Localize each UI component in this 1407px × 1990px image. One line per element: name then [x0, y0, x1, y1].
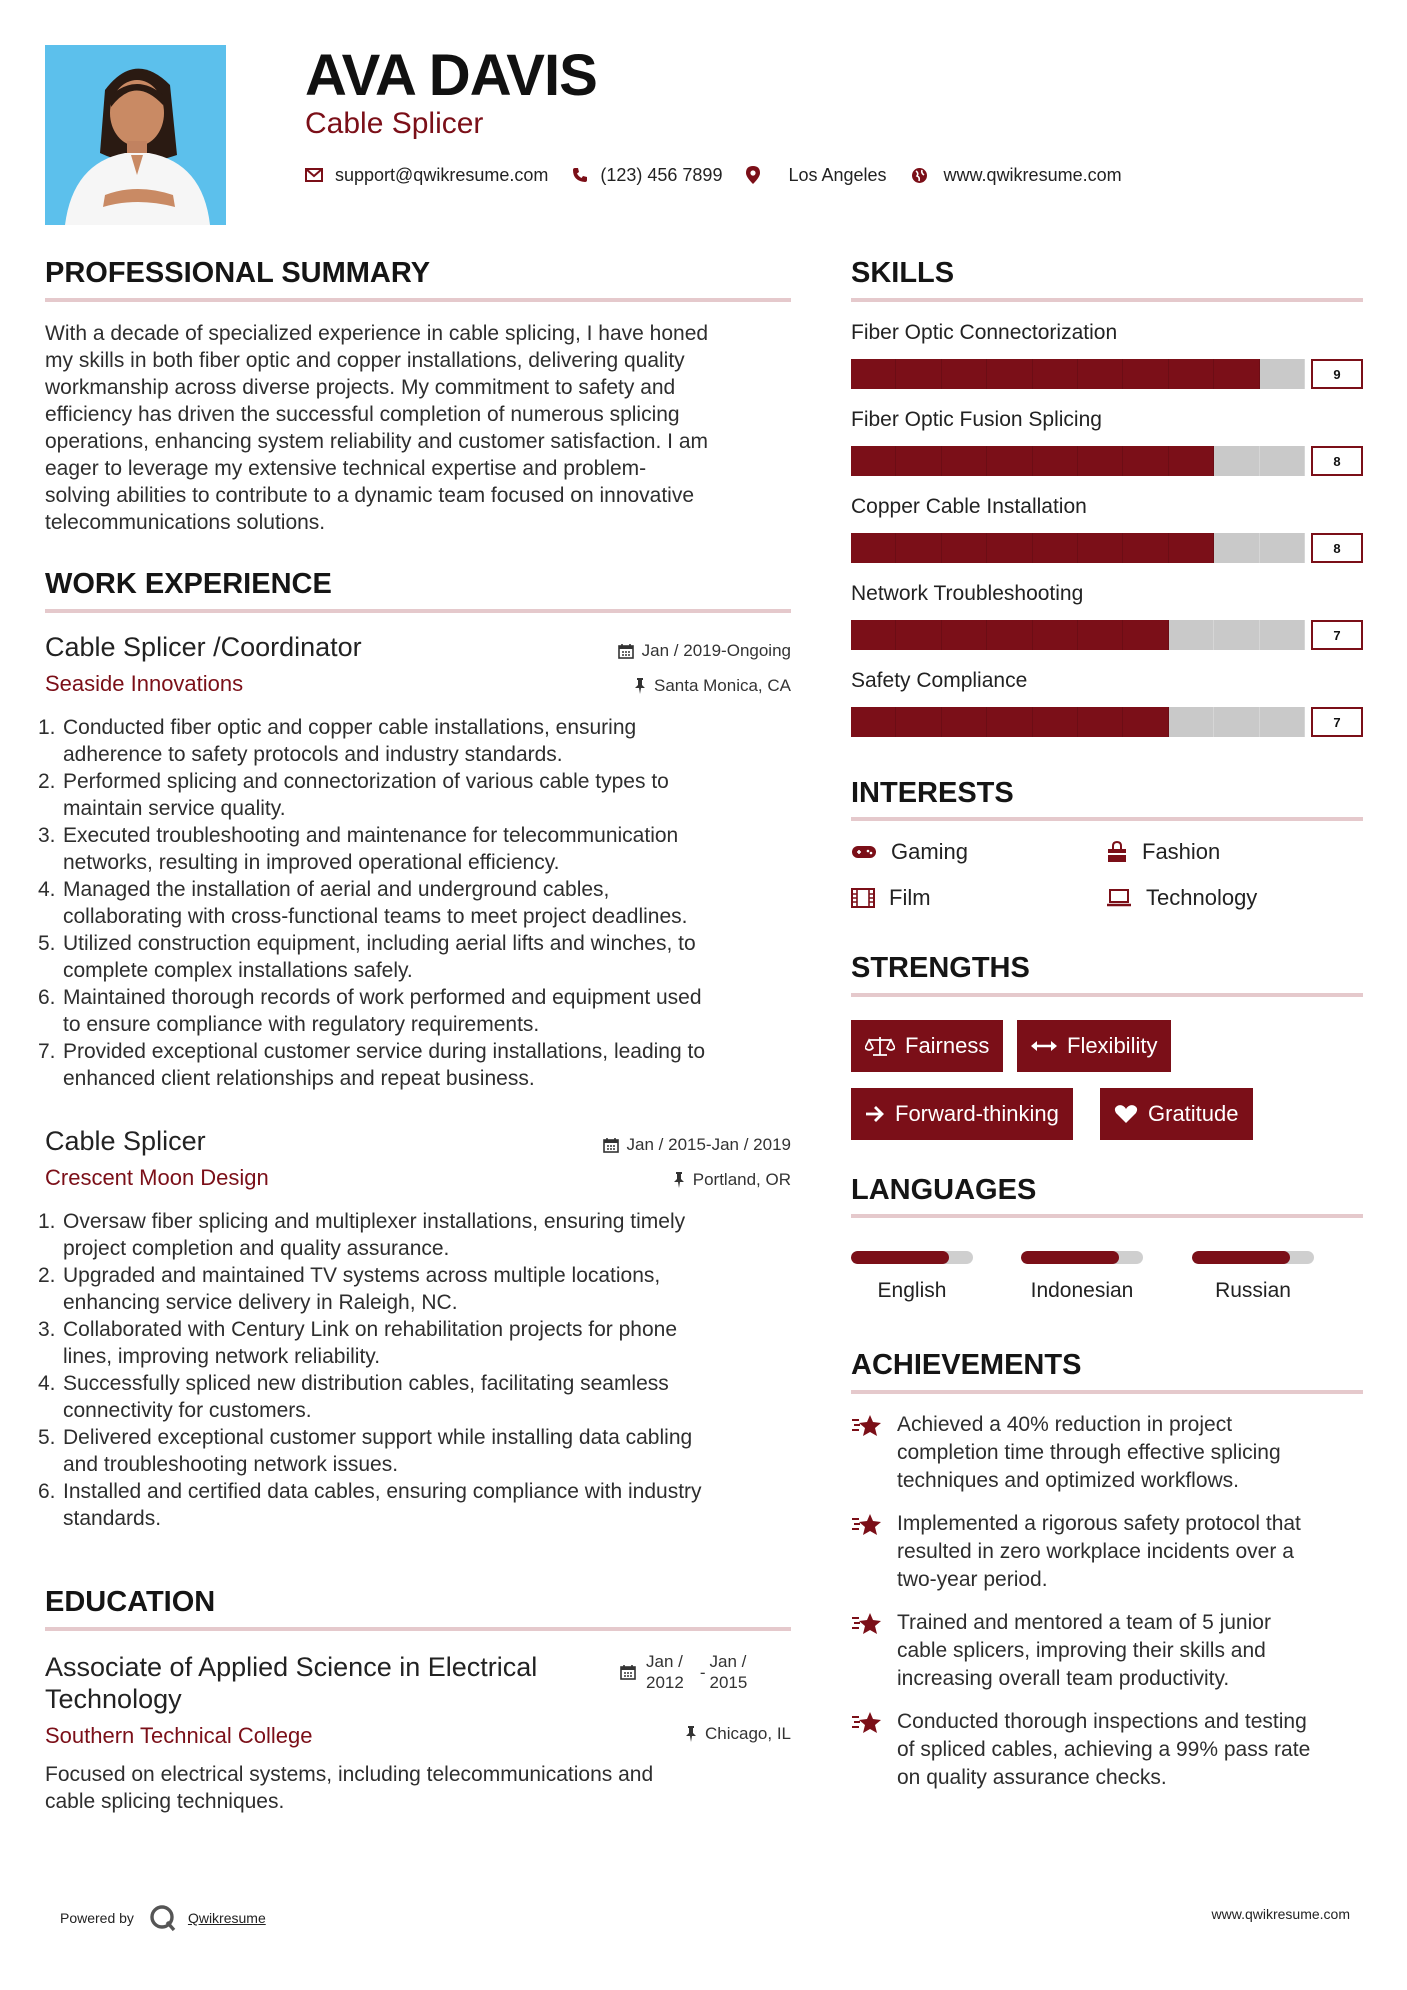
calendar-icon	[618, 643, 634, 659]
pushpin-icon	[673, 1172, 685, 1188]
skill-meter	[851, 359, 1363, 389]
list-item: 1. Conducted fiber optic and copper cable installations, ensuring adherence to safety protocols and industry standards.	[38, 716, 637, 766]
education-location-text: Chicago, IL	[705, 1724, 791, 1743]
skill-bar-segment	[987, 359, 1032, 389]
strength-label: Gratitude	[1148, 1101, 1239, 1126]
skill-bar-segment	[896, 620, 941, 650]
skill-bar-segment	[1260, 707, 1305, 737]
profile-photo-illustration	[45, 45, 226, 225]
skill-score: 9	[1311, 359, 1363, 389]
star-icon	[851, 1512, 883, 1538]
education-date-separator: -	[699, 1662, 706, 1682]
job-dates-text: Jan / 2019-Ongoing	[641, 641, 791, 660]
skill-bar-segment	[1169, 620, 1214, 650]
list-item: 4. Managed the installation of aerial and underground cables, collaborating with cross-functional teams to meet project deadlines.	[38, 878, 688, 928]
summary-rule	[45, 298, 791, 302]
interest-item	[851, 838, 968, 866]
skill-bar-segment	[1214, 620, 1259, 650]
job-location-text: Portland, OR	[692, 1170, 791, 1189]
degree-line: Associate of Applied Science in Electrical	[45, 1652, 538, 1682]
skill-bar-segment	[896, 707, 941, 737]
skill-bar-segment	[1033, 533, 1078, 563]
profile-photo	[45, 45, 226, 225]
contact-phone[interactable]	[572, 165, 722, 186]
strength-chip	[851, 1020, 1003, 1072]
language-bar-fill	[1192, 1251, 1290, 1264]
skill-bar-segment	[1078, 359, 1123, 389]
skill-name: Safety Compliance	[851, 669, 1028, 692]
skills-rule	[851, 298, 1363, 302]
list-item: 2. Performed splicing and connectorization of various cable types to maintain service quality.	[38, 770, 669, 820]
summary-text	[45, 320, 805, 536]
list-item: 3. Executed troubleshooting and maintenance for telecommunication networks, resulting in improved operational efficiency.	[38, 824, 679, 874]
interest-label: Fashion	[1142, 839, 1221, 864]
list-item: 6. Maintained thorough records of work performed and equipment used to ensure compliance with regulatory requirements.	[38, 986, 702, 1036]
envelope-icon	[305, 168, 323, 182]
summary-line: workmanship across diverse projects. My commitment to safety and	[45, 376, 676, 399]
education-location	[685, 1723, 791, 1745]
skill-bar-segment	[1078, 446, 1123, 476]
experience-heading: WORK EXPERIENCE	[45, 568, 332, 600]
skill-bar-segment	[851, 533, 896, 563]
language-bar-fill	[1021, 1251, 1119, 1264]
balance-scale-icon	[865, 1035, 895, 1057]
powered-by-label: Powered by	[60, 1910, 134, 1926]
list-item: 5. Utilized construction equipment, including aerial lifts and winches, to complete complex installations safely.	[38, 932, 696, 982]
skill-bar-segment	[987, 446, 1032, 476]
interest-label: Film	[889, 885, 931, 910]
skill-bar-segment	[1123, 707, 1168, 737]
skill-item	[851, 407, 1363, 494]
skill-bar-segment	[851, 359, 896, 389]
qwikresume-link[interactable]: Qwikresume	[187, 1910, 266, 1926]
summary-line: telecommunications solutions.	[45, 511, 326, 534]
skill-bar-segment	[1033, 620, 1078, 650]
gamepad-icon	[851, 844, 877, 860]
skill-score: 8	[1311, 533, 1363, 563]
skill-bar-segment	[1260, 620, 1305, 650]
language-name: English	[877, 1279, 947, 1302]
achievement-text: Conducted thorough inspections and testing of spliced cables, achieving a 99% pass rate on quality assurance checks.	[897, 1710, 1311, 1789]
candidate-job-title: Cable Splicer	[305, 107, 484, 140]
skill-bar-segment	[1123, 359, 1168, 389]
education-heading: EDUCATION	[45, 1586, 216, 1618]
language-bar	[1192, 1251, 1314, 1264]
skill-bar-segment	[1214, 533, 1259, 563]
skill-bar	[851, 533, 1305, 563]
interest-item	[1106, 838, 1220, 866]
contact-email-text: support@qwikresume.com	[335, 164, 549, 185]
job-bullets	[38, 714, 805, 1092]
job-dates-text: Jan / 2015-Jan / 2019	[626, 1135, 791, 1154]
summary-line: With a decade of specialized experience in cable splicing, I have honed	[45, 322, 709, 345]
skill-name: Copper Cable Installation	[851, 495, 1087, 518]
achievement-text: Achieved a 40% reduction in project completion time through effective splicing techniques and optimized workflows.	[897, 1413, 1281, 1492]
achievement-item	[851, 1510, 1371, 1594]
achievement-item	[851, 1411, 1371, 1495]
skill-bar-segment	[1214, 707, 1259, 737]
summary-line: operations, enhancing system reliability and customer satisfaction. I am	[45, 430, 708, 453]
job-location	[673, 1169, 791, 1191]
languages-heading: LANGUAGES	[851, 1174, 1037, 1206]
job-location-text: Santa Monica, CA	[653, 676, 791, 695]
skill-bar-segment	[1260, 533, 1305, 563]
skill-bar-segment	[851, 707, 896, 737]
skill-score: 7	[1311, 707, 1363, 737]
skill-bar-segment	[1260, 446, 1305, 476]
summary-line: solving abilities to contribute to a dynamic team focused on innovative	[45, 484, 695, 507]
skill-bar-segment	[1123, 533, 1168, 563]
skill-item	[851, 581, 1363, 668]
experience-rule	[45, 609, 791, 613]
education-description: Focused on electrical systems, including telecommunications and cable splicing techniques.	[45, 1763, 654, 1813]
job-dates	[618, 640, 791, 662]
candidate-name: AVA DAVIS	[305, 43, 597, 108]
skill-bar-segment	[1169, 359, 1214, 389]
list-item: 6. Installed and certified data cables, ensuring compliance with industry standards.	[38, 1480, 702, 1530]
skill-bar	[851, 359, 1305, 389]
skill-bar-segment	[942, 446, 987, 476]
skill-bar-segment	[1214, 446, 1259, 476]
language-name: Russian	[1215, 1279, 1291, 1302]
skill-bar-segment	[1033, 446, 1078, 476]
star-icon	[851, 1413, 883, 1439]
star-icon	[851, 1611, 883, 1637]
list-item: 1. Oversaw fiber splicing and multiplexer installations, ensuring timely project completion and quality assurance.	[38, 1210, 686, 1260]
contact-website[interactable]	[911, 165, 1122, 186]
language-bar-fill	[851, 1251, 949, 1264]
contact-email[interactable]	[305, 165, 548, 186]
skill-bar	[851, 620, 1305, 650]
skills-heading: SKILLS	[851, 257, 955, 289]
strengths-rule	[851, 993, 1363, 997]
skill-meter	[851, 620, 1363, 650]
skill-bar-segment	[1123, 620, 1168, 650]
contact-bar	[305, 163, 1146, 187]
skill-bar-segment	[896, 359, 941, 389]
skill-bar-segment	[1214, 359, 1259, 389]
skill-bar-segment	[1078, 533, 1123, 563]
education-rule	[45, 1627, 791, 1631]
achievements-heading: ACHIEVEMENTS	[851, 1349, 1082, 1381]
education-start: Jan / 2012	[646, 1652, 684, 1692]
strength-chip	[1017, 1020, 1171, 1072]
skill-bar-segment	[987, 533, 1032, 563]
skill-bar-segment	[1078, 620, 1123, 650]
arrows-horizontal-icon	[1031, 1039, 1057, 1053]
skill-score: 7	[1311, 620, 1363, 650]
skill-score: 8	[1311, 446, 1363, 476]
skill-bar-segment	[942, 707, 987, 737]
skill-name: Fiber Optic Connectorization	[851, 321, 1118, 344]
job-bullets	[38, 1208, 805, 1532]
strength-label: Fairness	[905, 1033, 990, 1058]
skill-bar-segment	[851, 620, 896, 650]
skill-bar	[851, 446, 1305, 476]
calendar-icon	[620, 1664, 636, 1680]
language-item	[851, 1251, 973, 1303]
qwikresume-logo-icon	[148, 1903, 178, 1933]
language-bar	[851, 1251, 973, 1264]
heart-icon	[1114, 1104, 1138, 1124]
skill-bar-segment	[1033, 359, 1078, 389]
job-company: Seaside Innovations	[45, 671, 244, 696]
skill-bar-segment	[851, 446, 896, 476]
job-title: Cable Splicer /Coordinator	[45, 632, 362, 662]
shopping-bag-icon	[1106, 841, 1128, 863]
skill-bar-segment	[896, 446, 941, 476]
degree-line: Technology	[45, 1684, 182, 1714]
achievements-rule	[851, 1390, 1363, 1394]
interest-label: Gaming	[891, 839, 969, 864]
skill-bar-segment	[942, 359, 987, 389]
language-bar	[1021, 1251, 1143, 1264]
footer-url[interactable]: www.qwikresume.com	[1211, 1906, 1350, 1922]
contact-website-text: www.qwikresume.com	[943, 164, 1122, 185]
skill-bar-segment	[896, 533, 941, 563]
skill-bar	[851, 707, 1305, 737]
skill-bar-segment	[987, 620, 1032, 650]
skill-meter	[851, 446, 1363, 476]
skill-item	[851, 494, 1363, 581]
skill-meter	[851, 533, 1363, 563]
job-company: Crescent Moon Design	[45, 1165, 269, 1190]
strength-chip	[1100, 1088, 1253, 1140]
list-item: 5. Delivered exceptional customer support while installing data cabling and troubleshooting network issues.	[38, 1426, 693, 1476]
contact-phone-text: (123) 456 7899	[600, 164, 723, 185]
skill-item	[851, 668, 1363, 755]
interests-rule	[851, 817, 1363, 821]
job-location	[634, 675, 791, 697]
strength-label: Flexibility	[1067, 1033, 1158, 1058]
pushpin-icon	[685, 1726, 697, 1742]
contact-location-text: Los Angeles	[788, 164, 887, 185]
film-icon	[851, 888, 875, 908]
language-item	[1192, 1251, 1314, 1303]
map-pin-icon	[746, 166, 760, 184]
achievement-item	[851, 1609, 1371, 1693]
interests-heading: INTERESTS	[851, 777, 1014, 809]
skill-bar-segment	[1169, 533, 1214, 563]
strengths-heading: STRENGTHS	[851, 952, 1030, 984]
summary-line: eager to leverage my extensive technical expertise and problem-	[45, 457, 647, 480]
star-icon	[851, 1710, 883, 1736]
skill-name: Fiber Optic Fusion Splicing	[851, 408, 1102, 431]
summary-line: my skills in both fiber optic and copper installations, delivering quality	[45, 349, 685, 372]
list-item: 7. Provided exceptional customer service during installations, leading to enhanced client relationships and repeat business.	[38, 1040, 706, 1090]
phone-icon	[572, 167, 588, 183]
skill-bar-segment	[1033, 707, 1078, 737]
skills-list	[851, 320, 1363, 755]
footer-powered-by	[60, 1903, 266, 1933]
skill-bar-segment	[942, 620, 987, 650]
job-dates	[603, 1134, 791, 1156]
skill-name: Network Troubleshooting	[851, 582, 1084, 605]
list-item: 3. Collaborated with Century Link on rehabilitation projects for phone lines, improving network reliability.	[38, 1318, 678, 1368]
contact-location	[746, 165, 886, 186]
skill-item	[851, 320, 1363, 407]
languages-rule	[851, 1214, 1363, 1218]
education-dates	[620, 1651, 747, 1693]
arrow-right-icon	[865, 1105, 885, 1123]
achievement-text: Implemented a rigorous safety protocol that resulted in zero workplace incidents over a two-year period.	[897, 1512, 1301, 1591]
list-item: 4. Successfully spliced new distribution cables, facilitating seamless connectivity for customers.	[38, 1372, 669, 1422]
degree-title	[45, 1651, 605, 1715]
language-item	[1021, 1251, 1143, 1303]
pushpin-icon	[634, 678, 646, 694]
skill-bar-segment	[1078, 707, 1123, 737]
skill-meter	[851, 707, 1363, 737]
interest-item	[1106, 884, 1257, 912]
laptop-icon	[1106, 889, 1132, 907]
summary-heading: PROFESSIONAL SUMMARY	[45, 257, 431, 289]
job-title: Cable Splicer	[45, 1126, 206, 1156]
achievement-item	[851, 1708, 1371, 1792]
strength-label: Forward-thinking	[895, 1101, 1059, 1126]
skill-bar-segment	[1260, 359, 1305, 389]
language-name: Indonesian	[1030, 1279, 1134, 1302]
list-item: 2. Upgraded and maintained TV systems across multiple locations, enhancing service delivery in Raleigh, NC.	[38, 1264, 661, 1314]
interest-label: Technology	[1146, 885, 1258, 910]
skill-bar-segment	[1169, 707, 1214, 737]
interest-item	[851, 884, 931, 912]
skill-bar-segment	[987, 707, 1032, 737]
education-end: Jan / 2015	[709, 1652, 748, 1692]
skill-bar-segment	[1169, 446, 1214, 476]
skill-bar-segment	[1123, 446, 1168, 476]
globe-icon	[911, 167, 928, 184]
strength-chip	[851, 1088, 1073, 1140]
achievement-text: Trained and mentored a team of 5 junior cable splicers, improving their skills and increasing overall team productivity.	[897, 1611, 1271, 1690]
summary-line: efficiency has driven the successful completion of numerous splicing	[45, 403, 680, 426]
skill-bar-segment	[942, 533, 987, 563]
school-name: Southern Technical College	[45, 1723, 313, 1748]
calendar-icon	[603, 1137, 619, 1153]
